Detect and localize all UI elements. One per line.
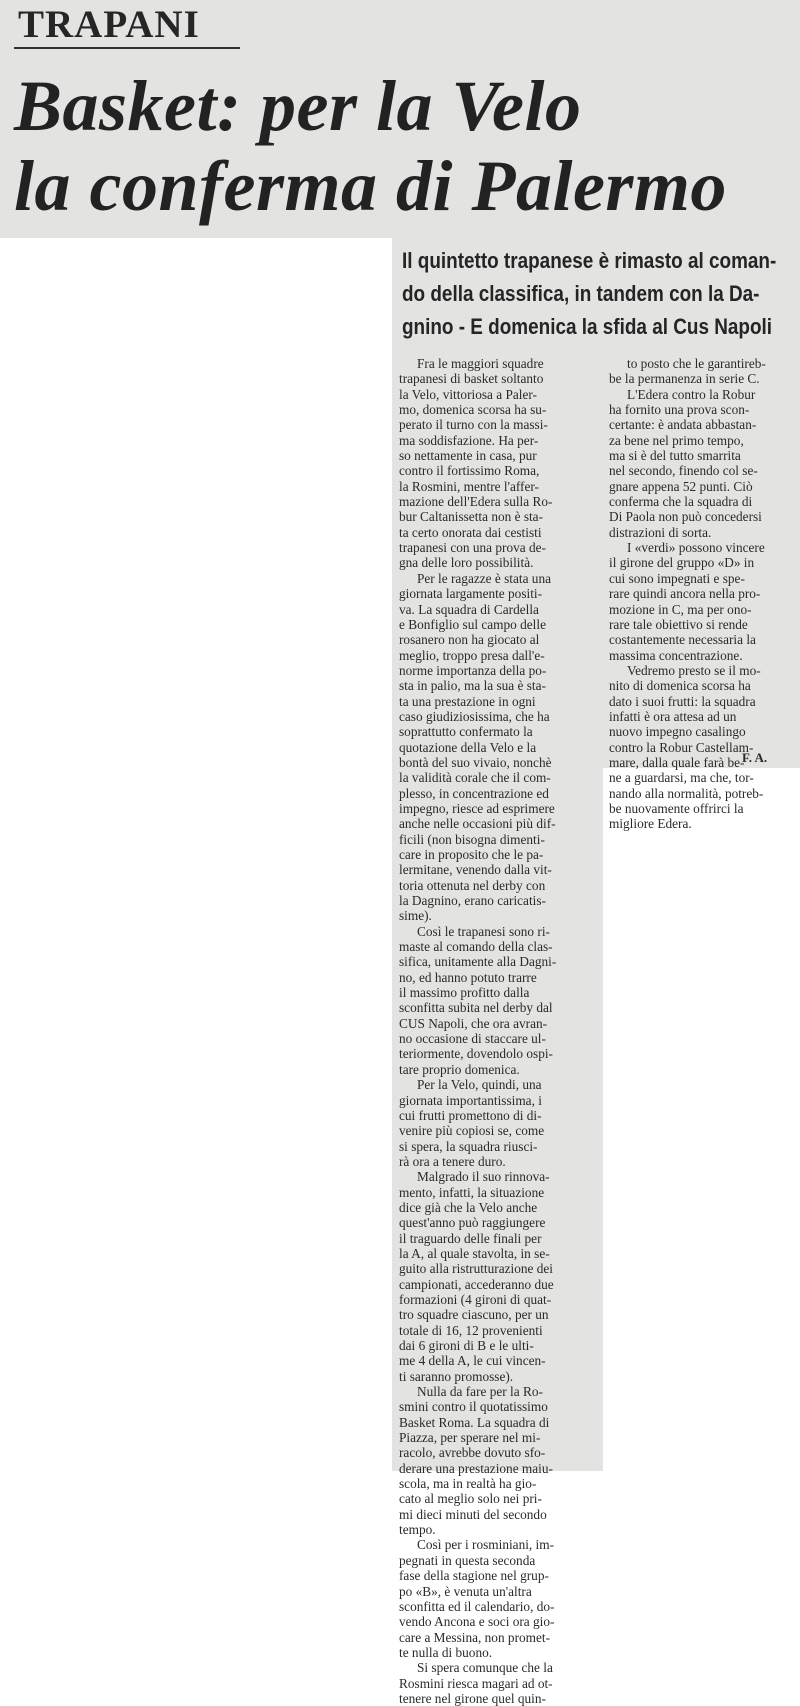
article-line: za bene nel primo tempo, [609, 432, 744, 448]
article-line: no occasione di staccare ul- [399, 1031, 546, 1047]
article-line: dato i suoi frutti: la squadra [609, 693, 756, 709]
article-line: rà ora a tenere duro. [399, 1153, 506, 1169]
article-line: I «verdi» possono vincere [627, 540, 765, 556]
article-paragraph [399, 356, 597, 571]
article-line: derare una prestazione maiu- [399, 1460, 553, 1476]
article-paragraph [399, 1077, 597, 1169]
article-line: pegnati in questa seconda [399, 1552, 536, 1568]
article-line: Piazza, per sperare nel mi- [399, 1430, 541, 1446]
article-line: tempo. [399, 1522, 436, 1538]
article-paragraph [609, 540, 789, 663]
article-line: maste al comando della clas- [399, 939, 553, 955]
article-line: Vedremo presto se il mo- [627, 662, 761, 678]
article-line: trapanesi di basket soltanto [399, 371, 544, 387]
article-line: massima concentrazione. [609, 647, 743, 663]
article-line: rosanero non ha giocato al [399, 632, 540, 648]
article-line: ti saranno promosse). [399, 1368, 514, 1384]
article-line: formazioni (4 gironi di quat- [399, 1291, 552, 1307]
article-line: la Rosmini, mentre l'affer- [399, 478, 539, 494]
article-line: Basket Roma. La squadra di [399, 1414, 550, 1430]
article-line: quest'anno può raggiungere [399, 1215, 546, 1231]
article-line: perato il turno con la massi- [399, 417, 548, 433]
article-line: impegno, riesce ad esprimere [399, 800, 555, 816]
article-line: va. La squadra di Cardella [399, 601, 539, 617]
article-line: care a Messina, non promet- [399, 1629, 551, 1645]
article-line: la Dagnino, erano caricatis- [399, 893, 546, 909]
article-line: certante: è andata abbastan- [609, 417, 757, 433]
article-line: sconfitta subita nel derby dal [399, 1000, 553, 1016]
article-line: sime). [399, 908, 432, 924]
article-line: te nulla di buono. [399, 1644, 493, 1660]
article-line: la validità corale che il com- [399, 770, 551, 786]
article-line: la A, al quale stavolta, in se- [399, 1245, 550, 1261]
article-line: si spera, la squadra riusci- [399, 1138, 538, 1154]
article-paragraph [609, 387, 789, 540]
article-line: guito alla ristrutturazione dei [399, 1261, 553, 1277]
article-line: bur Caltanissetta non è sta- [399, 509, 544, 525]
article-line: conferma che la squadra di [609, 494, 753, 510]
article-line: distrazioni di sorta. [609, 524, 712, 540]
article-line: ma si è del tutto smarrita [609, 448, 741, 464]
subheadline-line: gnino - E domenica la sfida al Cus Napoli [402, 314, 773, 339]
article-line: so nettamente in casa, pur [399, 448, 537, 464]
article-line: toria ottenuta nel derby con [399, 877, 546, 893]
article-line: il girone del gruppo «D» in [609, 555, 755, 571]
article-line: giornata largamente positi- [399, 586, 543, 602]
article-line: scola, ma in realtà ha gio- [399, 1476, 537, 1492]
article-line: plesso, in concentrazione ed [399, 785, 549, 801]
headline-line: Basket: per la Velo [14, 66, 582, 146]
article-line: cui frutti promettono di di- [399, 1107, 542, 1123]
headline-line: la conferma di Palermo [14, 146, 727, 226]
article-line: tenere nel girone quel quin- [399, 1690, 546, 1706]
article-line: Si spera comunque che la [417, 1660, 553, 1676]
subheadline-line: do della classifica, in tandem con la Da- [402, 281, 760, 306]
article-line: gna delle loro possibilità. [399, 555, 534, 571]
article-line: migliore Edera. [609, 816, 692, 832]
article-line: sconfitta ed il calendario, do- [399, 1598, 555, 1614]
article-line: nel secondo, finendo col se- [609, 463, 758, 479]
article-line: mazione dell'Edera sulla Ro- [399, 494, 553, 510]
article-line: nando alla normalità, potreb- [609, 785, 764, 801]
article-line: meglio, troppo presa dall'e- [399, 647, 545, 663]
article-line: Così per i rosminiani, im- [417, 1537, 555, 1553]
article-line: no, ed hanno potuto trarre [399, 969, 537, 985]
article-line: il massimo profitto dalla [399, 985, 530, 1001]
article-line: to posto che le garantireb- [627, 356, 766, 371]
article-line: rare quindi ancora nella pro- [609, 586, 761, 602]
article-line: soprattutto confermato la [399, 724, 533, 740]
headline [14, 66, 727, 226]
article-line: costantemente necessaria la [609, 632, 756, 648]
article-line: mare, dalla quale farà be- [609, 754, 745, 770]
article-line: nuovo impegno casalingo [609, 724, 746, 740]
section-label: TRAPANI [18, 3, 200, 46]
article-line: sta in palio, ma la sua è sta- [399, 678, 546, 694]
article-line: ne a guardarsi, ma che, tor- [609, 770, 754, 786]
article-paragraph [609, 663, 789, 832]
article-line: mozione in C, ma per ono- [609, 601, 752, 617]
article-line: Nulla da fare per la Ro- [417, 1384, 543, 1400]
article-line: racolo, avrebbe dovuto sfo- [399, 1445, 546, 1461]
article-paragraph [399, 1537, 597, 1660]
article-line: smini contro il quotatissimo [399, 1399, 548, 1415]
article-line: mento, infatti, la situazione [399, 1184, 545, 1200]
article-line: caso giudiziosissima, che ha [399, 708, 550, 724]
article-line: Per le ragazze è stata una [417, 570, 551, 586]
article-paragraph [399, 571, 597, 924]
article-line: mi dieci minuti del secondo [399, 1506, 547, 1522]
article-line: Fra le maggiori squadre [417, 356, 544, 371]
article-line: be la permanenza in serie C. [609, 371, 760, 387]
article-line: quotazione della Velo e la [399, 739, 537, 755]
article-line: Malgrado il suo rinnova- [417, 1169, 550, 1185]
article-paragraph [609, 356, 789, 387]
subheadline-line: Il quintetto trapanese è rimasto al coman- [402, 248, 777, 273]
article-line: infatti è ora attesa ad un [609, 708, 737, 724]
article-line: la Velo, vittoriosa a Paler- [399, 386, 537, 402]
article-line: care in proposito che le pa- [399, 847, 544, 862]
article-line: e Bonfiglio sul campo delle [399, 616, 546, 632]
article-line: CUS Napoli, che ora avran- [399, 1015, 548, 1031]
subheadline [402, 244, 777, 343]
article-line: campionati, accederanno due [399, 1276, 554, 1292]
article-column-1 [399, 356, 597, 1706]
article-line: rare tale obiettivo si rende [609, 616, 748, 632]
article-line: contro la Robur Castellam- [609, 739, 754, 755]
article-line: il traguardo delle finali per [399, 1230, 542, 1246]
article-line: bontà del suo vivaio, nonchè [399, 754, 552, 770]
article-line: L'Edera contro la Robur [627, 386, 756, 402]
article-paragraph [399, 1169, 597, 1384]
article-line: ma soddisfazione. Ha per- [399, 432, 539, 448]
article-line: contro il fortissimo Roma, [399, 463, 540, 479]
article-line: trapanesi con una prova de- [399, 540, 546, 556]
article-line: fase della stagione nel grup- [399, 1568, 549, 1584]
article-line: ha fornito una prova scon- [609, 402, 750, 418]
article-line: teriormente, dovendolo ospi- [399, 1046, 553, 1062]
article-line: po «B», è venuta un'altra [399, 1583, 532, 1599]
article-line: norme importanza della po- [399, 662, 547, 678]
article-line: anche nelle occasioni più dif- [399, 816, 556, 832]
article-line: me 4 della A, le cui vincen- [399, 1353, 546, 1369]
article-line: ta una prestazione in ogni [399, 693, 536, 709]
article-line: vendo Ancona e soci ora gio- [399, 1614, 555, 1630]
article-line: tro squadre ciascuno, per un [399, 1307, 549, 1323]
article-line: be nuovamente offrirci la [609, 800, 744, 816]
article-line: gnare appena 52 punti. Ciò [609, 478, 753, 494]
article-line: dai 6 gironi di B e le ulti- [399, 1338, 534, 1353]
article-line: ta certo onorata dai cestisti [399, 524, 542, 540]
article-line: mo, domenica scorsa ha su- [399, 402, 547, 418]
article-paragraph [399, 924, 597, 1077]
article-line: sifica, unitamente alla Dagni- [399, 954, 557, 970]
article-line: totale di 16, 12 provenienti [399, 1322, 543, 1338]
article-line: cato al meglio solo nei pri- [399, 1491, 542, 1507]
article-line: ficili (non bisogna dimenti- [399, 831, 545, 847]
article-line: Di Paola non può concedersi [609, 509, 762, 525]
section-underline [14, 47, 240, 49]
article-line: nito di domenica scorsa ha [609, 678, 751, 694]
article-line: Per la Velo, quindi, una [417, 1077, 542, 1093]
article-paragraph [399, 1660, 597, 1706]
article-line: venire più copiosi se, come [399, 1123, 545, 1139]
article-line: cui sono impegnati e spe- [609, 570, 745, 586]
article-line: lermitane, venendo dalla vit- [399, 862, 552, 878]
article-line: dice già che la Velo anche [399, 1199, 538, 1215]
article-line: tare proprio domenica. [399, 1061, 520, 1077]
article-line: Così le trapanesi sono ri- [417, 923, 550, 939]
author-signature: F. A. [742, 750, 768, 765]
article-line: Rosmini riesca magari ad ot- [399, 1675, 553, 1691]
article-paragraph [399, 1384, 597, 1537]
article-line: giornata importantissima, i [399, 1092, 542, 1108]
